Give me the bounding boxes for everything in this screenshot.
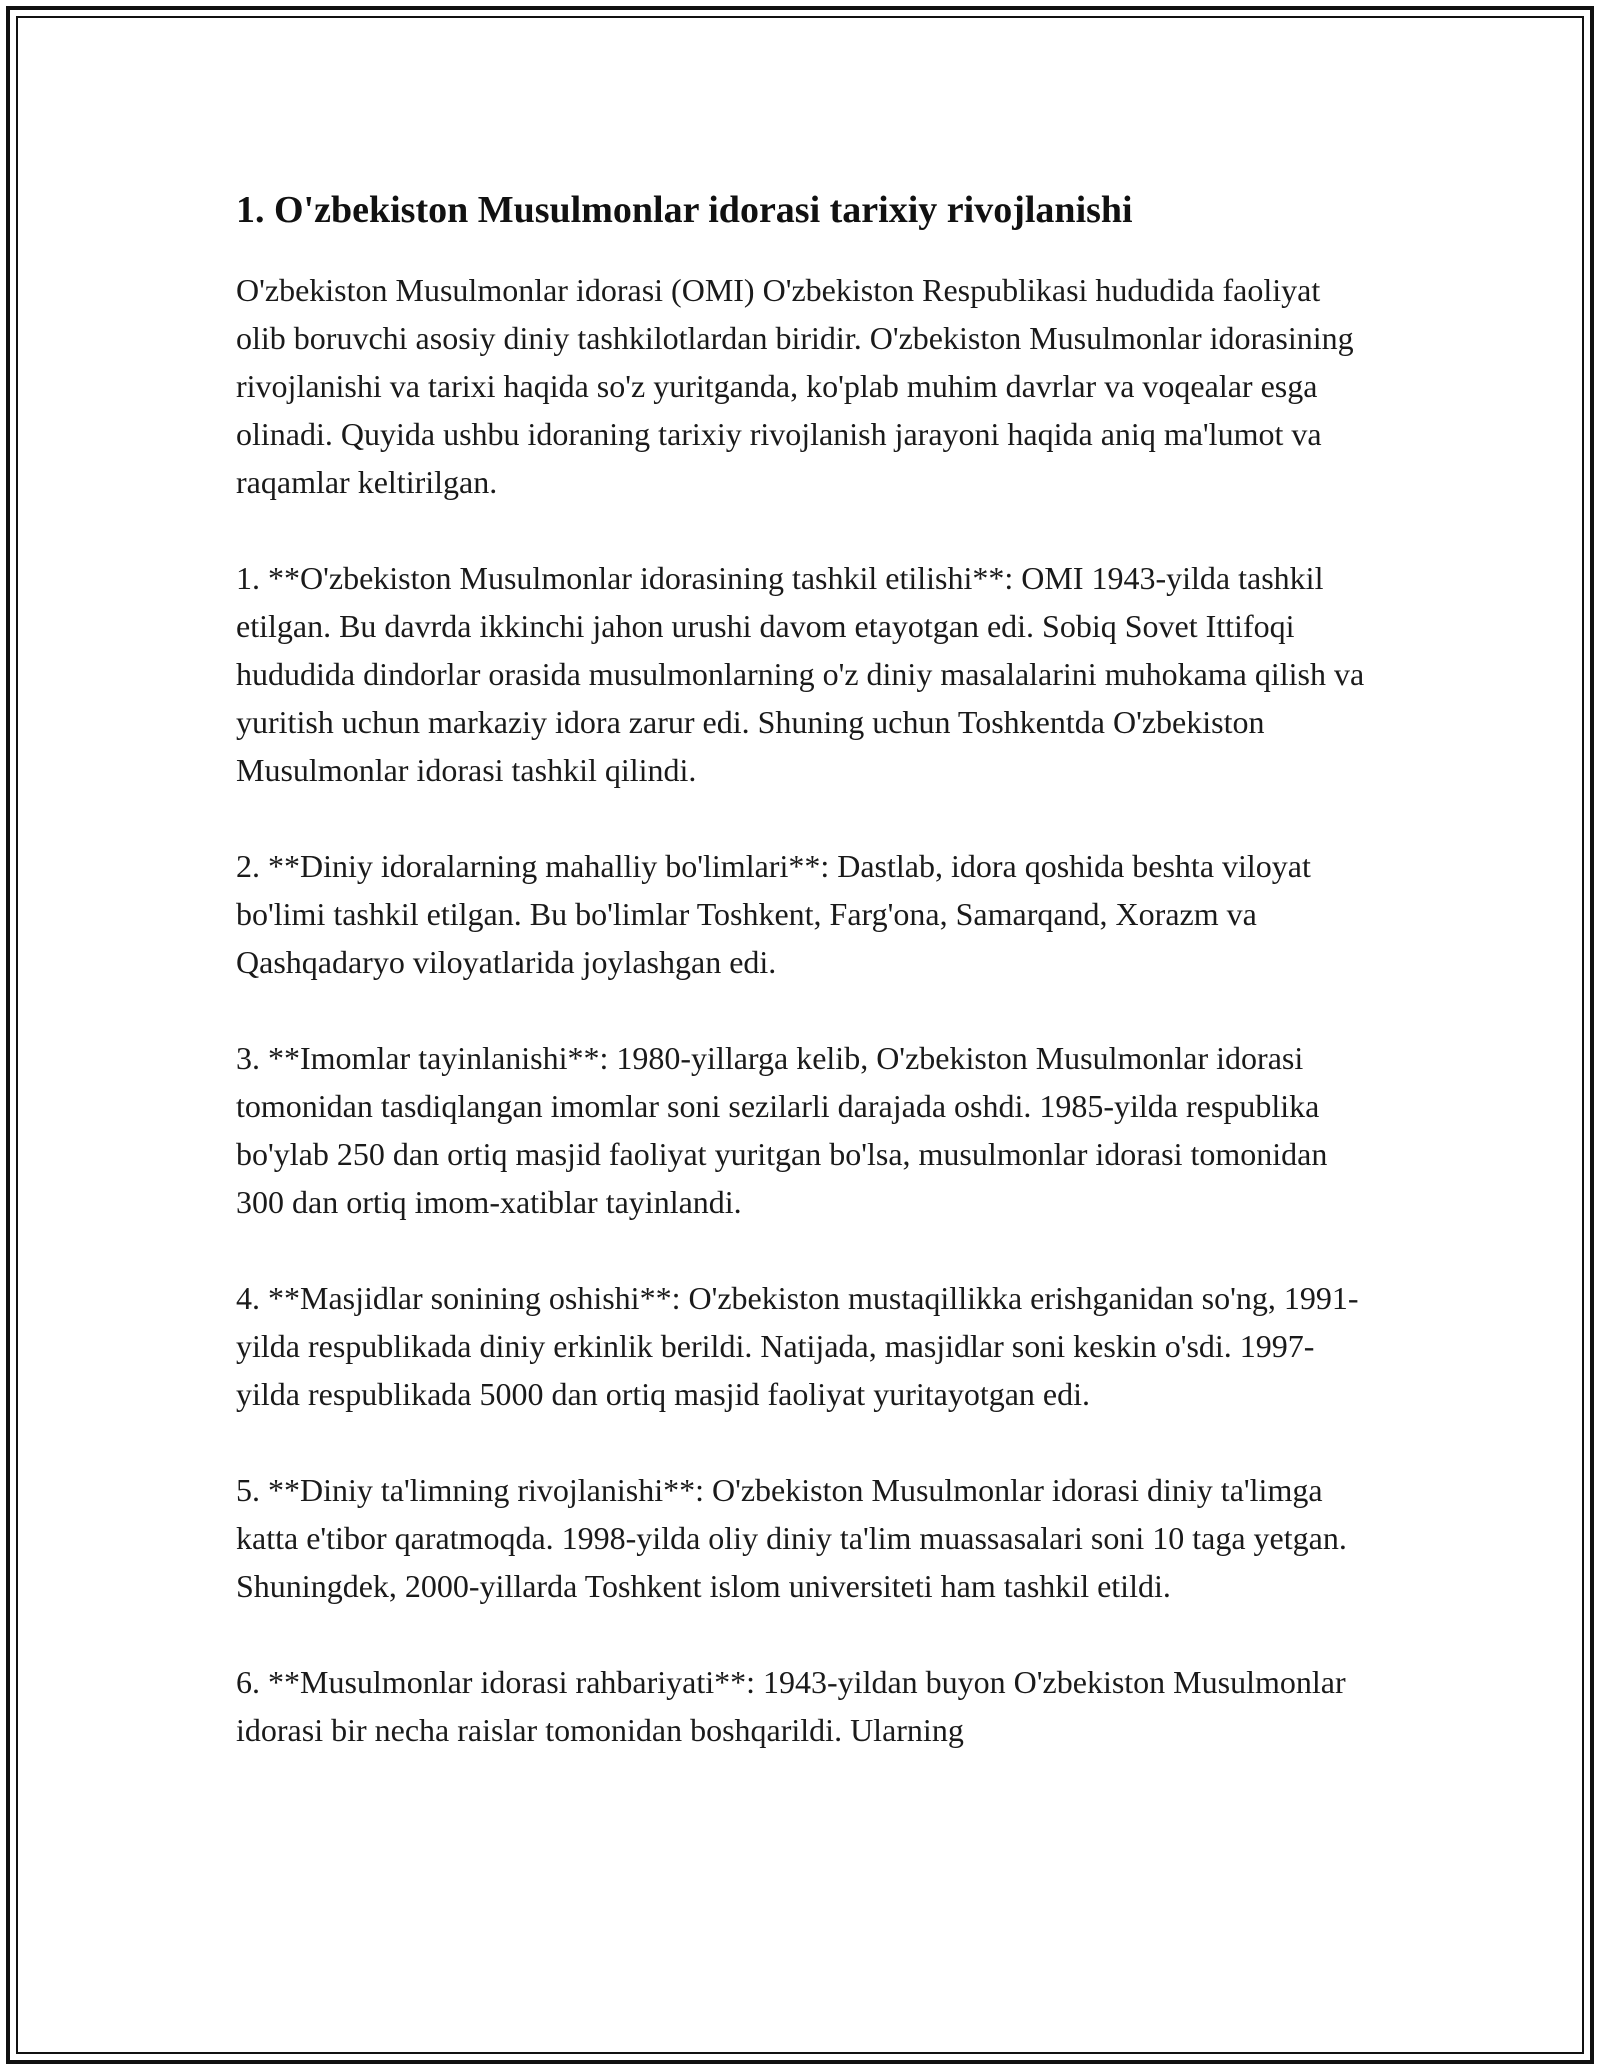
paragraph-item-2: 2. **Diniy idoralarning mahalliy bo'limlari**: Dastlab, idora qoshida beshta viloyat bo'limi tashkil etilgan. Bu bo'limlar Toshkent, Farg'ona, Samarqand, Xorazm va Qashqadaryo viloyatlarida joylashgan edi. bbox=[236, 848, 1311, 980]
document-title: 1. O'zbekiston Musulmonlar idorasi tarixiy rivojlanishi bbox=[236, 189, 1133, 231]
document-body bbox=[236, 186, 1376, 1802]
paragraph-item-5: 5. **Diniy ta'limning rivojlanishi**: O'zbekiston Musulmonlar idorasi diniy ta'limga katta e'tibor qaratmoqda. 1998-yilda oliy diniy ta'lim muassasalari soni 10 taga yetgan. Shuningdek, 2000-yillarda Toshkent islom universiteti ham tashkil etildi. bbox=[236, 1472, 1347, 1604]
intro-paragraph: O'zbekiston Musulmonlar idorasi (OMI) O'zbekiston Respublikasi hududida faoliyat olib boruvchi asosiy diniy tashkilotlardan biridir. O'zbekiston Musulmonlar idorasining rivojlanishi va tarixi haqida so'z yuritganda, ko'plab muhim davrlar va voqealar esga olinadi. Quyida ushbu idoraning tarixiy rivojlanish jarayoni haqida aniq ma'lumot va raqamlar keltirilgan. bbox=[236, 272, 1354, 500]
paragraph-item-3: 3. **Imomlar tayinlanishi**: 1980-yillarga kelib, O'zbekiston Musulmonlar idorasi tomonidan tasdiqlangan imomlar soni sezilarli darajada oshdi. 1985-yilda respublika bo'ylab 250 dan ortiq masjid faoliyat yuritgan bo'lsa, musulmonlar idorasi tomonidan 300 dan ortiq imom-xatiblar tayinlandi. bbox=[236, 1040, 1328, 1220]
paragraph-item-6: 6. **Musulmonlar idorasi rahbariyati**: 1943-yildan buyon O'zbekiston Musulmonlar idorasi bir necha raislar tomonidan boshqarildi. Ularning bbox=[236, 1664, 1346, 1748]
paragraph-item-1: 1. **O'zbekiston Musulmonlar idorasining tashkil etilishi**: OMI 1943-yilda tashkil etilgan. Bu davrda ikkinchi jahon urushi davom etayotgan edi. Sobiq Sovet Ittifoqi hududida dindorlar orasida musulmonlarning o'z diniy masalalarini muhokama qilish va yuritish uchun markaziy idora zarur edi. Shuning uchun Toshkentda O'zbekiston Musulmonlar idorasi tashkil qilindi. bbox=[236, 560, 1365, 788]
paragraph-item-4: 4. **Masjidlar sonining oshishi**: O'zbekiston mustaqillikka erishganidan so'ng, 1991-yilda respublikada diniy erkinlik berildi. Natijada, masjidlar soni keskin o'sdi. 1997-yilda respublikada 5000 dan ortiq masjid faoliyat yuritayotgan edi. bbox=[236, 1280, 1359, 1412]
